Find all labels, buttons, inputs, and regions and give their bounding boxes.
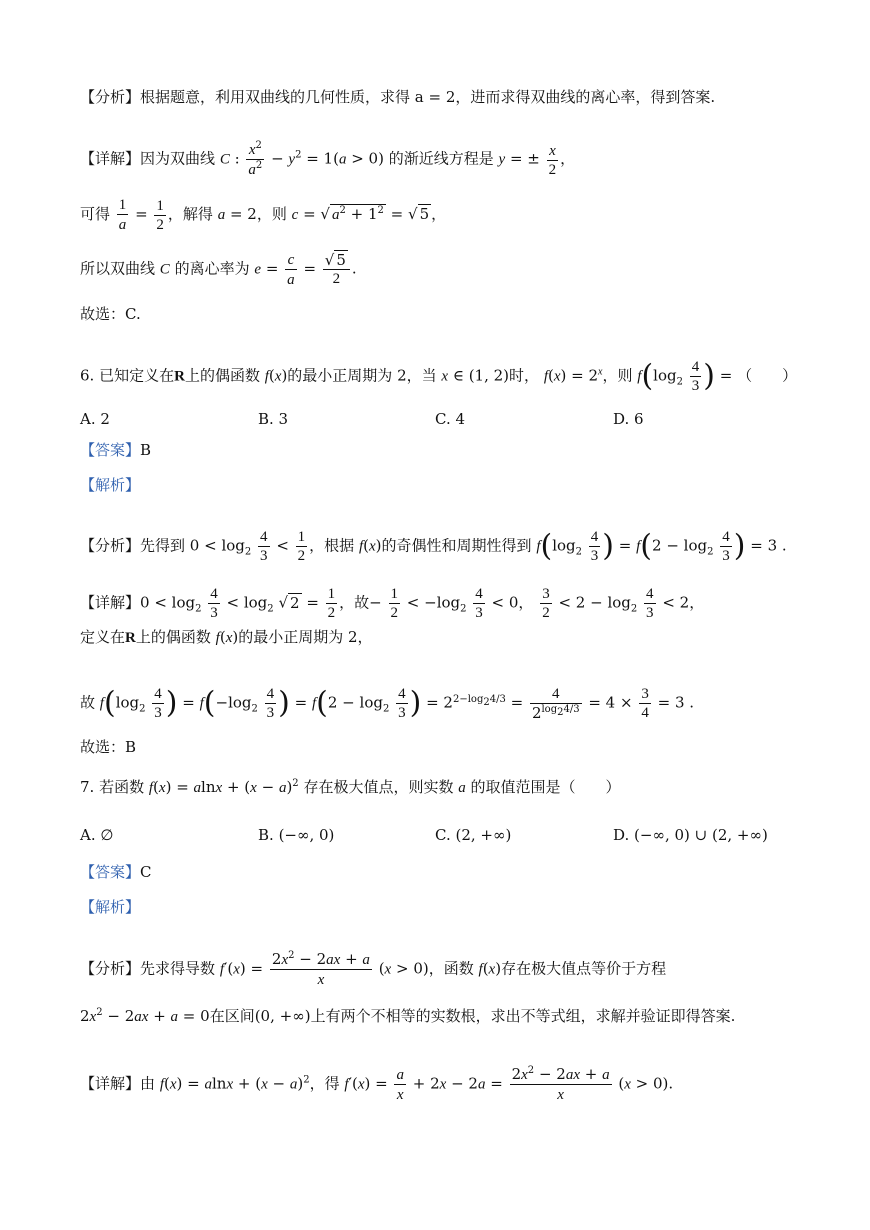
- detail-text: ，故: [339, 593, 370, 612]
- analysis-text: 先得到: [140, 536, 186, 555]
- q6-stem: 6. 已知定义在R上的偶函数 f(x)的最小正周期为 2，当 x ∈ (1, 2)时， $f(x) = 2^x$，则 $f(\log_2$ $\frac{4}{3}$ ) = （ ）: [80, 358, 798, 394]
- q7-explain-tag: 【解析】: [80, 898, 141, 916]
- q6-choice: 故选：B: [80, 738, 137, 756]
- q6-detail-line-1: 【详解】$0 < \log_2$ $\frac{4}{3}$ < $\log_2$ √ 2 = $\frac{1}{2}$ ，故− $\frac{1}{2}$ < $-\log_2$ $\frac{4}{3}$ < 0， $\frac{3}{2}$ < $2 - \log_2$ $\frac{4}{3}$ < 2，: [80, 586, 705, 621]
- analysis-text: 上有两个不相等的实数根，求出不等式组，求解并验证即得答案.: [310, 1007, 736, 1025]
- q6-detail-line-2: 定义在R上的偶函数 f(x)的最小正周期为 2，: [80, 628, 373, 646]
- q5-detail-line-3: 所以双曲线 C 的离心率为 e = $\frac{c}{a}$ = $\frac{√ 5}{2}$ .: [80, 251, 357, 288]
- detail-text: 定义在: [80, 628, 126, 646]
- answer-blank: （ ）: [737, 366, 798, 385]
- q7-analysis-line-1: 【分析】先求得导数 f′(x) = $\frac{2x^2 - 2ax + a}{x}$ (x > 0)，函数 f(x)存在极大值点等价于方程: [80, 950, 667, 988]
- detail-tag: 【详解】: [80, 593, 141, 612]
- detail-text: 故: [80, 693, 96, 712]
- detail-text: 可得: [80, 205, 111, 223]
- option-d: D. 6: [613, 410, 644, 428]
- analysis-text: 的奇偶性和周期性得到: [381, 536, 532, 555]
- answer-value: C: [140, 863, 152, 881]
- stem-text: ，则: [602, 366, 633, 385]
- analysis-tag: 【分析】: [80, 88, 141, 106]
- analysis-tag: 【分析】: [80, 536, 141, 555]
- option-a: A. ∅: [80, 826, 114, 844]
- detail-text: 所以双曲线: [80, 259, 156, 278]
- q7-stem: 7. 若函数 $f(x) = alnx + (x - a)^2$ 存在极大值点，则实数 a 的取值范围是（ ）: [80, 778, 621, 796]
- q7-answer: [80, 865, 810, 880]
- detail-text: 上的偶函数: [135, 628, 211, 646]
- answer-tag: 【答案】: [80, 441, 141, 459]
- answer-value: B: [140, 441, 152, 459]
- q5-detail-line-1: 【详解】因为双曲线 C : $\frac{x^2}{a^2}$ − $y^2 = 1(a > 0)$ 的渐近线方程是 y = ± $\frac{x}{2}$ ，: [80, 140, 576, 178]
- detail-text: ，则: [256, 205, 287, 223]
- q7-analysis-line-2: $2x^2 - 2ax + a = 0$在区间(0, +∞)上有两个不相等的实数根，求出不等式组，求解并验证即得答案.: [80, 1007, 736, 1025]
- option-c: C. (2, +∞): [435, 826, 512, 844]
- q6-explain-tag: 【解析】: [80, 476, 141, 494]
- analysis-text: 先求得导数: [140, 959, 216, 978]
- analysis-text: 存在极大值点等价于方程: [501, 959, 667, 978]
- option-c: C. 4: [435, 410, 466, 428]
- q5-analysis-line: [80, 90, 810, 105]
- detail-tag: 【详解】: [80, 149, 141, 168]
- stem-text: 存在极大值点，则实数: [303, 778, 454, 796]
- detail-text: 的最小正周期为 2，: [238, 628, 373, 646]
- option-b: B. (−∞, 0): [258, 826, 335, 844]
- stem-text: 的取值范围是（ ）: [470, 778, 621, 796]
- detail-tag: 【详解】: [80, 1074, 141, 1093]
- analysis-text: ，函数: [428, 959, 474, 978]
- detail-text: 的离心率为: [174, 259, 250, 278]
- detail-text: 的渐近线方程是: [388, 149, 494, 168]
- option-d: D. (−∞, 0) ∪ (2, +∞): [613, 826, 768, 844]
- detail-text: 因为双曲线: [140, 149, 216, 168]
- detail-text: 由: [140, 1074, 156, 1093]
- stem-text: 7. 若函数: [80, 778, 145, 796]
- q5-choice: 故选：C.: [80, 305, 141, 323]
- answer-tag: 【答案】: [80, 863, 141, 881]
- stem-text: 6. 已知定义在: [80, 366, 175, 385]
- q7-detail-line-1: 【详解】由 $f(x) = alnx + (x - a)^2$，得 f′(x) = $\frac{a}{x}$ + 2x − 2a = $\frac{2x^2 - 2ax + a}{x}$ (x > 0).: [80, 1065, 674, 1103]
- option-a: A. 2: [80, 410, 110, 428]
- detail-text: ，解得: [167, 205, 213, 223]
- stem-text: 的最小正周期为 2，当: [287, 366, 437, 385]
- stem-text: 上的偶函数: [184, 366, 260, 385]
- option-b: B. 3: [258, 410, 289, 428]
- stem-text: 时，: [509, 366, 540, 385]
- analysis-tag: 【分析】: [80, 959, 141, 978]
- analysis-text: 在区间: [209, 1007, 255, 1025]
- q6-detail-line-3: 故 $f(\log_2$ $\frac{4}{3}$ ) = $f(-\log_2$ $\frac{4}{3}$ ) = $f(2 - \log_2$ $\frac{4}{3}$ ) = $2^{2-log_24/3}$ = $\frac{4}{2^{log_24/3}}$ = 4 × $\frac{3}{4}$ = 3 .: [80, 685, 695, 722]
- q5-detail-line-2: 可得 $\frac{1}{a}$ = $\frac{1}{2}$ ，解得 a = 2，则 c = √ $a^2 + 1^2$ = √ 5 ，: [80, 197, 447, 233]
- analysis-text: ，根据: [309, 536, 355, 555]
- detail-text: ，得: [309, 1074, 340, 1093]
- analysis-text: 根据题意，利用双曲线的几何性质，求得 a = 2，进而求得双曲线的离心率，得到答案.: [140, 88, 716, 106]
- q6-analysis: 【分析】先得到 $0 < \log_2$ $\frac{4}{3}$ < $\frac{1}{2}$ ，根据 f(x)的奇偶性和周期性得到 $f(\log_2$ $\frac{4}{3}$ ) = $f(2 - \log_2$ $\frac{4}{3}$ ) = 3 .: [80, 528, 787, 564]
- q6-answer: [80, 443, 810, 458]
